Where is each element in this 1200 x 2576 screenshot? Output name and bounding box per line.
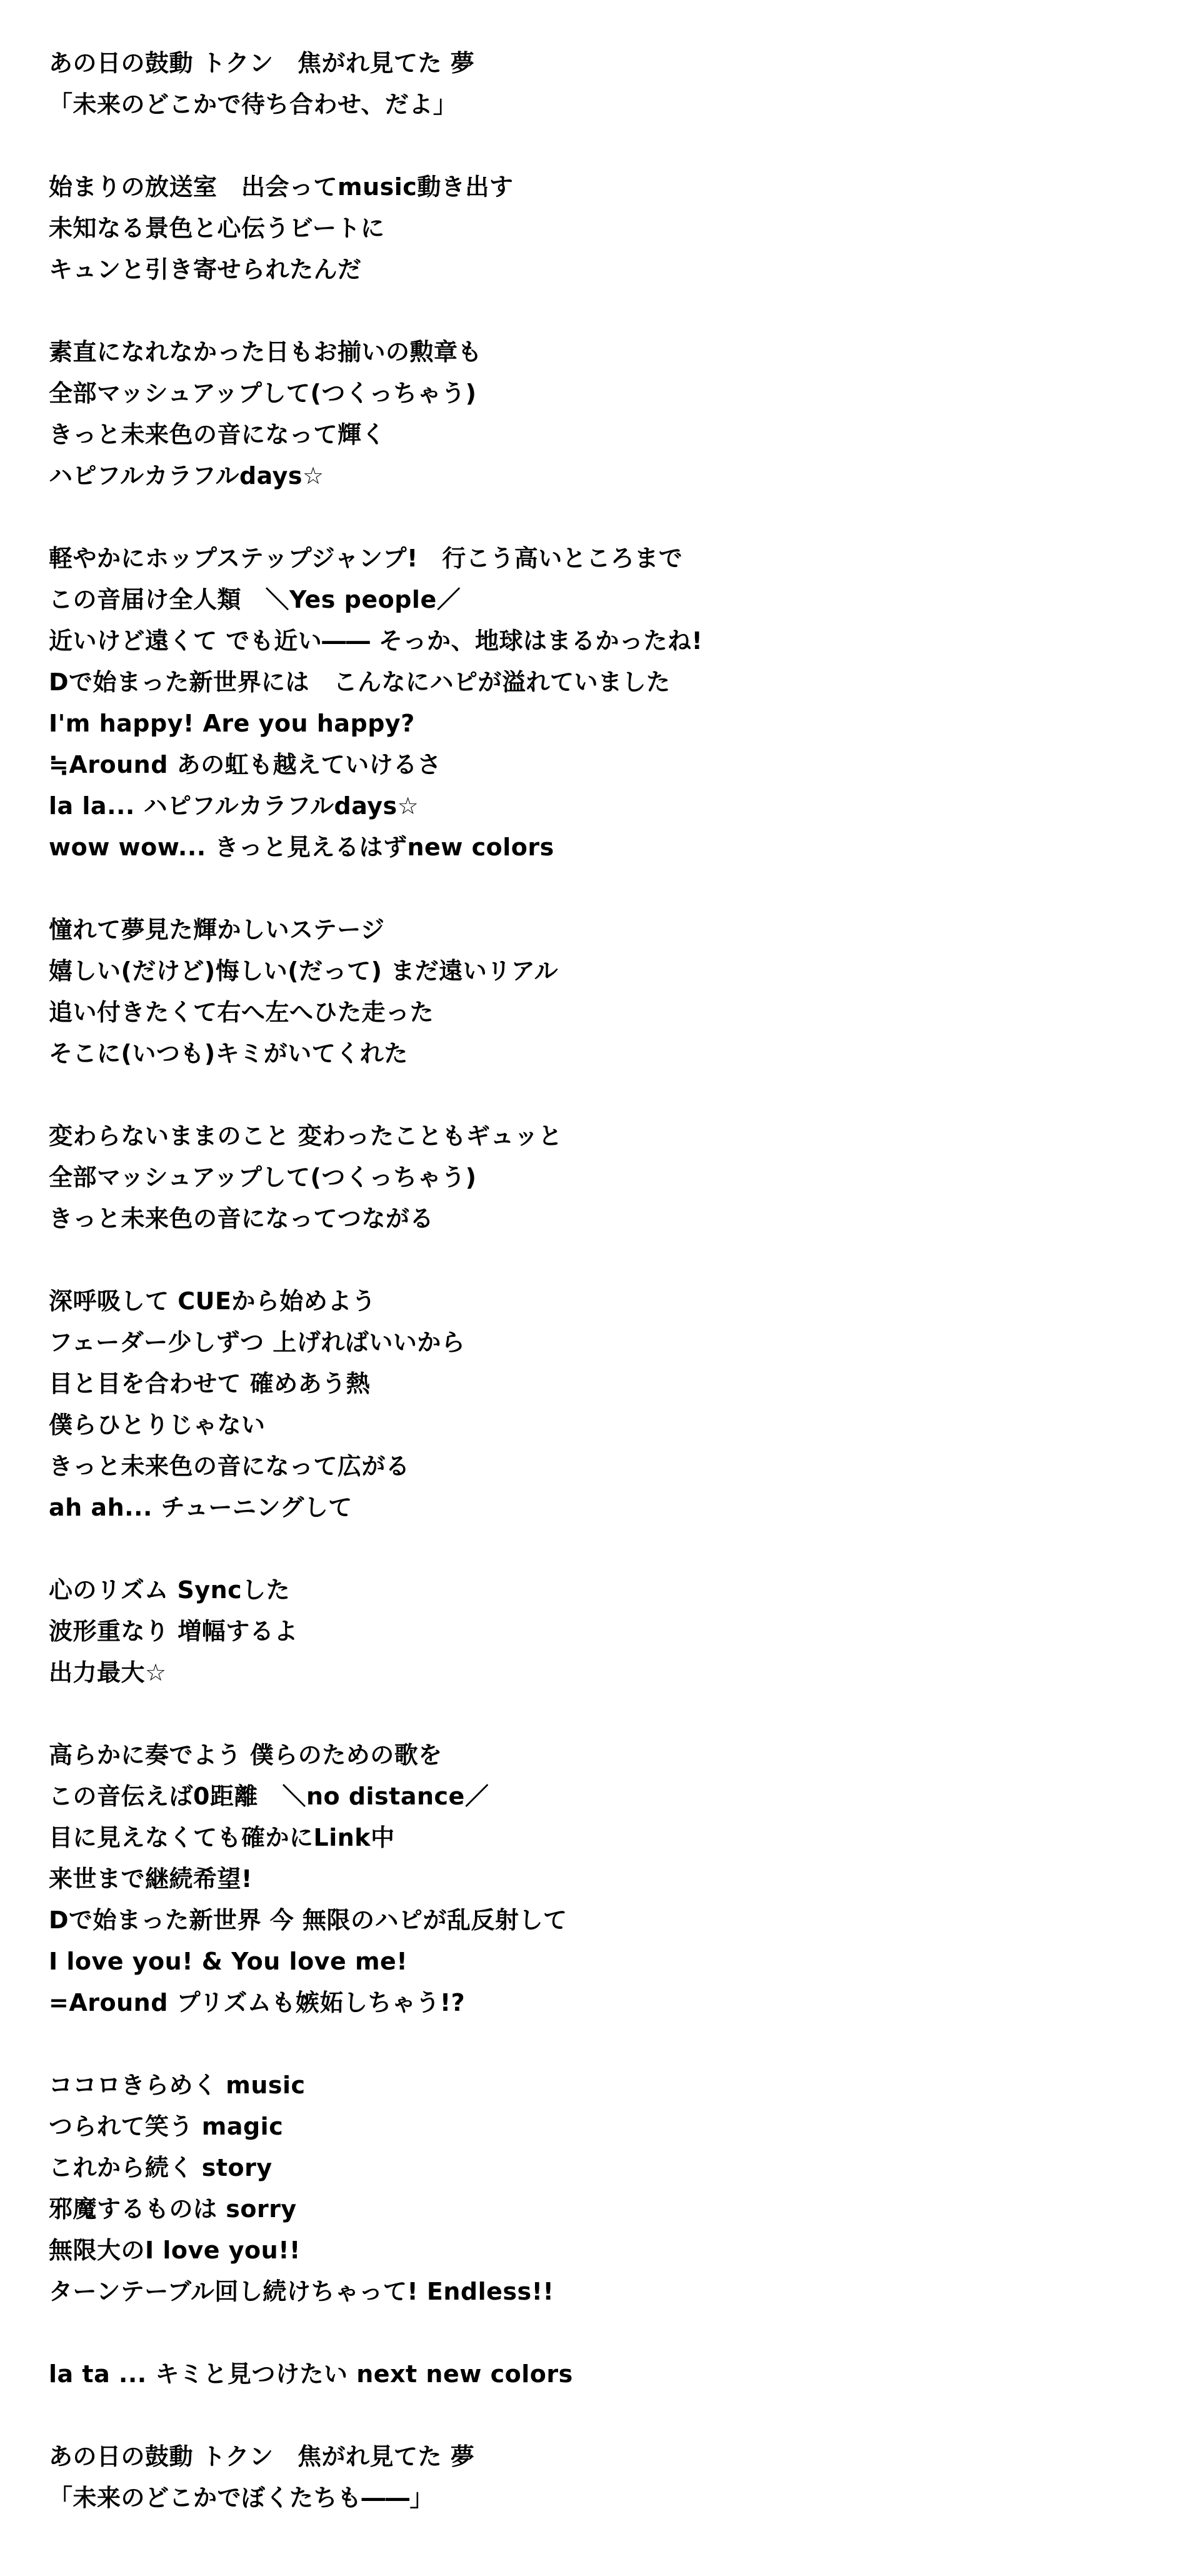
- stanza-5: [49, 909, 1111, 1074]
- lyric-line: 心のリズム Syncした: [49, 1576, 291, 1604]
- lyric-line: 未知なる景色と心伝うビートに: [49, 214, 385, 242]
- lyric-line: ≒Around あの虹も越えていけるさ: [49, 751, 442, 778]
- lyric-line: 軽やかにホップステップジャンプ! 行こう高いところまで: [49, 545, 683, 572]
- stanza-3: [49, 331, 1111, 496]
- lyric-line: 邪魔するものは sorry: [49, 2195, 297, 2223]
- lyric-line: I love you! & You love me!: [49, 1948, 408, 1975]
- stanza-11: [49, 2353, 1111, 2395]
- lyric-line: 憧れて夢見た輝かしいステージ: [49, 916, 385, 943]
- lyric-line: 「未来のどこかで待ち合わせ、だよ」: [49, 91, 458, 118]
- lyric-line: =Around プリズムも嫉妬しちゃう!?: [49, 1989, 466, 2016]
- lyric-line: きっと未来色の音になって輝く: [49, 421, 386, 448]
- lyric-line: この音伝えば0距離 ＼no distance／: [49, 1783, 489, 1810]
- lyric-line: 高らかに奏でよう 僕らのための歌を: [49, 1741, 442, 1769]
- lyric-line: 素直になれなかった日もお揃いの勲章も: [49, 338, 482, 366]
- lyric-line: 全部マッシュアップして(つくっちゃう): [49, 380, 477, 407]
- lyric-line: Dで始まった新世界 今 無限のハピが乱反射して: [49, 1906, 568, 1934]
- lyric-line: 全部マッシュアップして(つくっちゃう): [49, 1164, 477, 1191]
- stanza-6: [49, 1115, 1111, 1239]
- lyric-line: 深呼吸して CUEから始めよう: [49, 1287, 376, 1315]
- lyric-line: この音届け全人類 ＼Yes people／: [49, 586, 461, 613]
- lyric-line: そこに(いつも)キミがいてくれた: [49, 1040, 408, 1067]
- lyric-line: 嬉しい(だけど)悔しい(だって) まだ遠いリアル: [49, 957, 559, 985]
- lyric-line: きっと未来色の音になって広がる: [49, 1452, 410, 1480]
- stanza-4: [49, 538, 1111, 868]
- lyric-line: 波形重なり 増幅するよ: [49, 1618, 298, 1645]
- lyric-line: きっと未来色の音になってつながる: [49, 1205, 434, 1232]
- stanza-2: [49, 166, 1111, 290]
- stanza-12: [49, 2436, 1111, 2518]
- lyric-line: 「未来のどこかでぼくたちも――」: [49, 2484, 434, 2512]
- lyric-line: 変わらないままのこと 変わったこともギュッと: [49, 1122, 562, 1150]
- lyric-line: あの日の鼓動 トクン 焦がれ見てた 夢: [49, 2443, 475, 2470]
- lyric-line: 僕らひとりじゃない: [49, 1411, 266, 1439]
- lyric-line: ハピフルカラフルdays☆: [49, 462, 324, 490]
- lyric-line: I'm happy! Are you happy?: [49, 710, 415, 737]
- lyric-line: 来世まで継続希望!: [49, 1865, 252, 1893]
- lyric-line: キュンと引き寄せられたんだ: [49, 256, 362, 283]
- lyric-line: 無限大のI love you!!: [49, 2236, 301, 2264]
- lyric-line: la ta ... キミと見つけたい next new colors: [49, 2360, 573, 2388]
- lyric-line: 出力最大☆: [49, 1659, 167, 1686]
- lyric-line: フェーダー少しずつ 上げればいいから: [49, 1329, 466, 1356]
- lyric-line: wow wow... きっと見えるはずnew colors: [49, 833, 554, 861]
- stanza-7: [49, 1280, 1111, 1528]
- lyric-line: 追い付きたくて右へ左へひた走った: [49, 999, 434, 1026]
- lyric-line: これから続く story: [49, 2154, 272, 2181]
- stanza-10: [49, 2065, 1111, 2312]
- stanza-8: [49, 1569, 1111, 1693]
- lyric-line: 近いけど遠くて でも近い―― そっか、地球はまるかったね!: [49, 627, 703, 655]
- lyric-line: Dで始まった新世界には こんなにハピが溢れていました: [49, 668, 671, 696]
- stanza-1: [49, 43, 1111, 125]
- lyrics-document: [49, 43, 1111, 2518]
- lyric-line: ココロきらめく music: [49, 2071, 306, 2099]
- lyric-line: ah ah... チューニングして: [49, 1494, 352, 1521]
- stanza-9: [49, 1734, 1111, 2023]
- lyric-line: 目に見えなくても確かにLink中: [49, 1824, 395, 1851]
- lyric-line: ターンテーブル回し続けちゃって! Endless!!: [49, 2278, 554, 2305]
- lyric-line: 目と目を合わせて 確めあう熱: [49, 1370, 371, 1397]
- lyric-line: あの日の鼓動 トクン 焦がれ見てた 夢: [49, 49, 475, 77]
- lyric-line: la la... ハピフルカラフルdays☆: [49, 792, 419, 820]
- lyric-line: 始まりの放送室 出会ってmusic動き出す: [49, 173, 514, 201]
- lyric-line: つられて笑う magic: [49, 2113, 284, 2140]
